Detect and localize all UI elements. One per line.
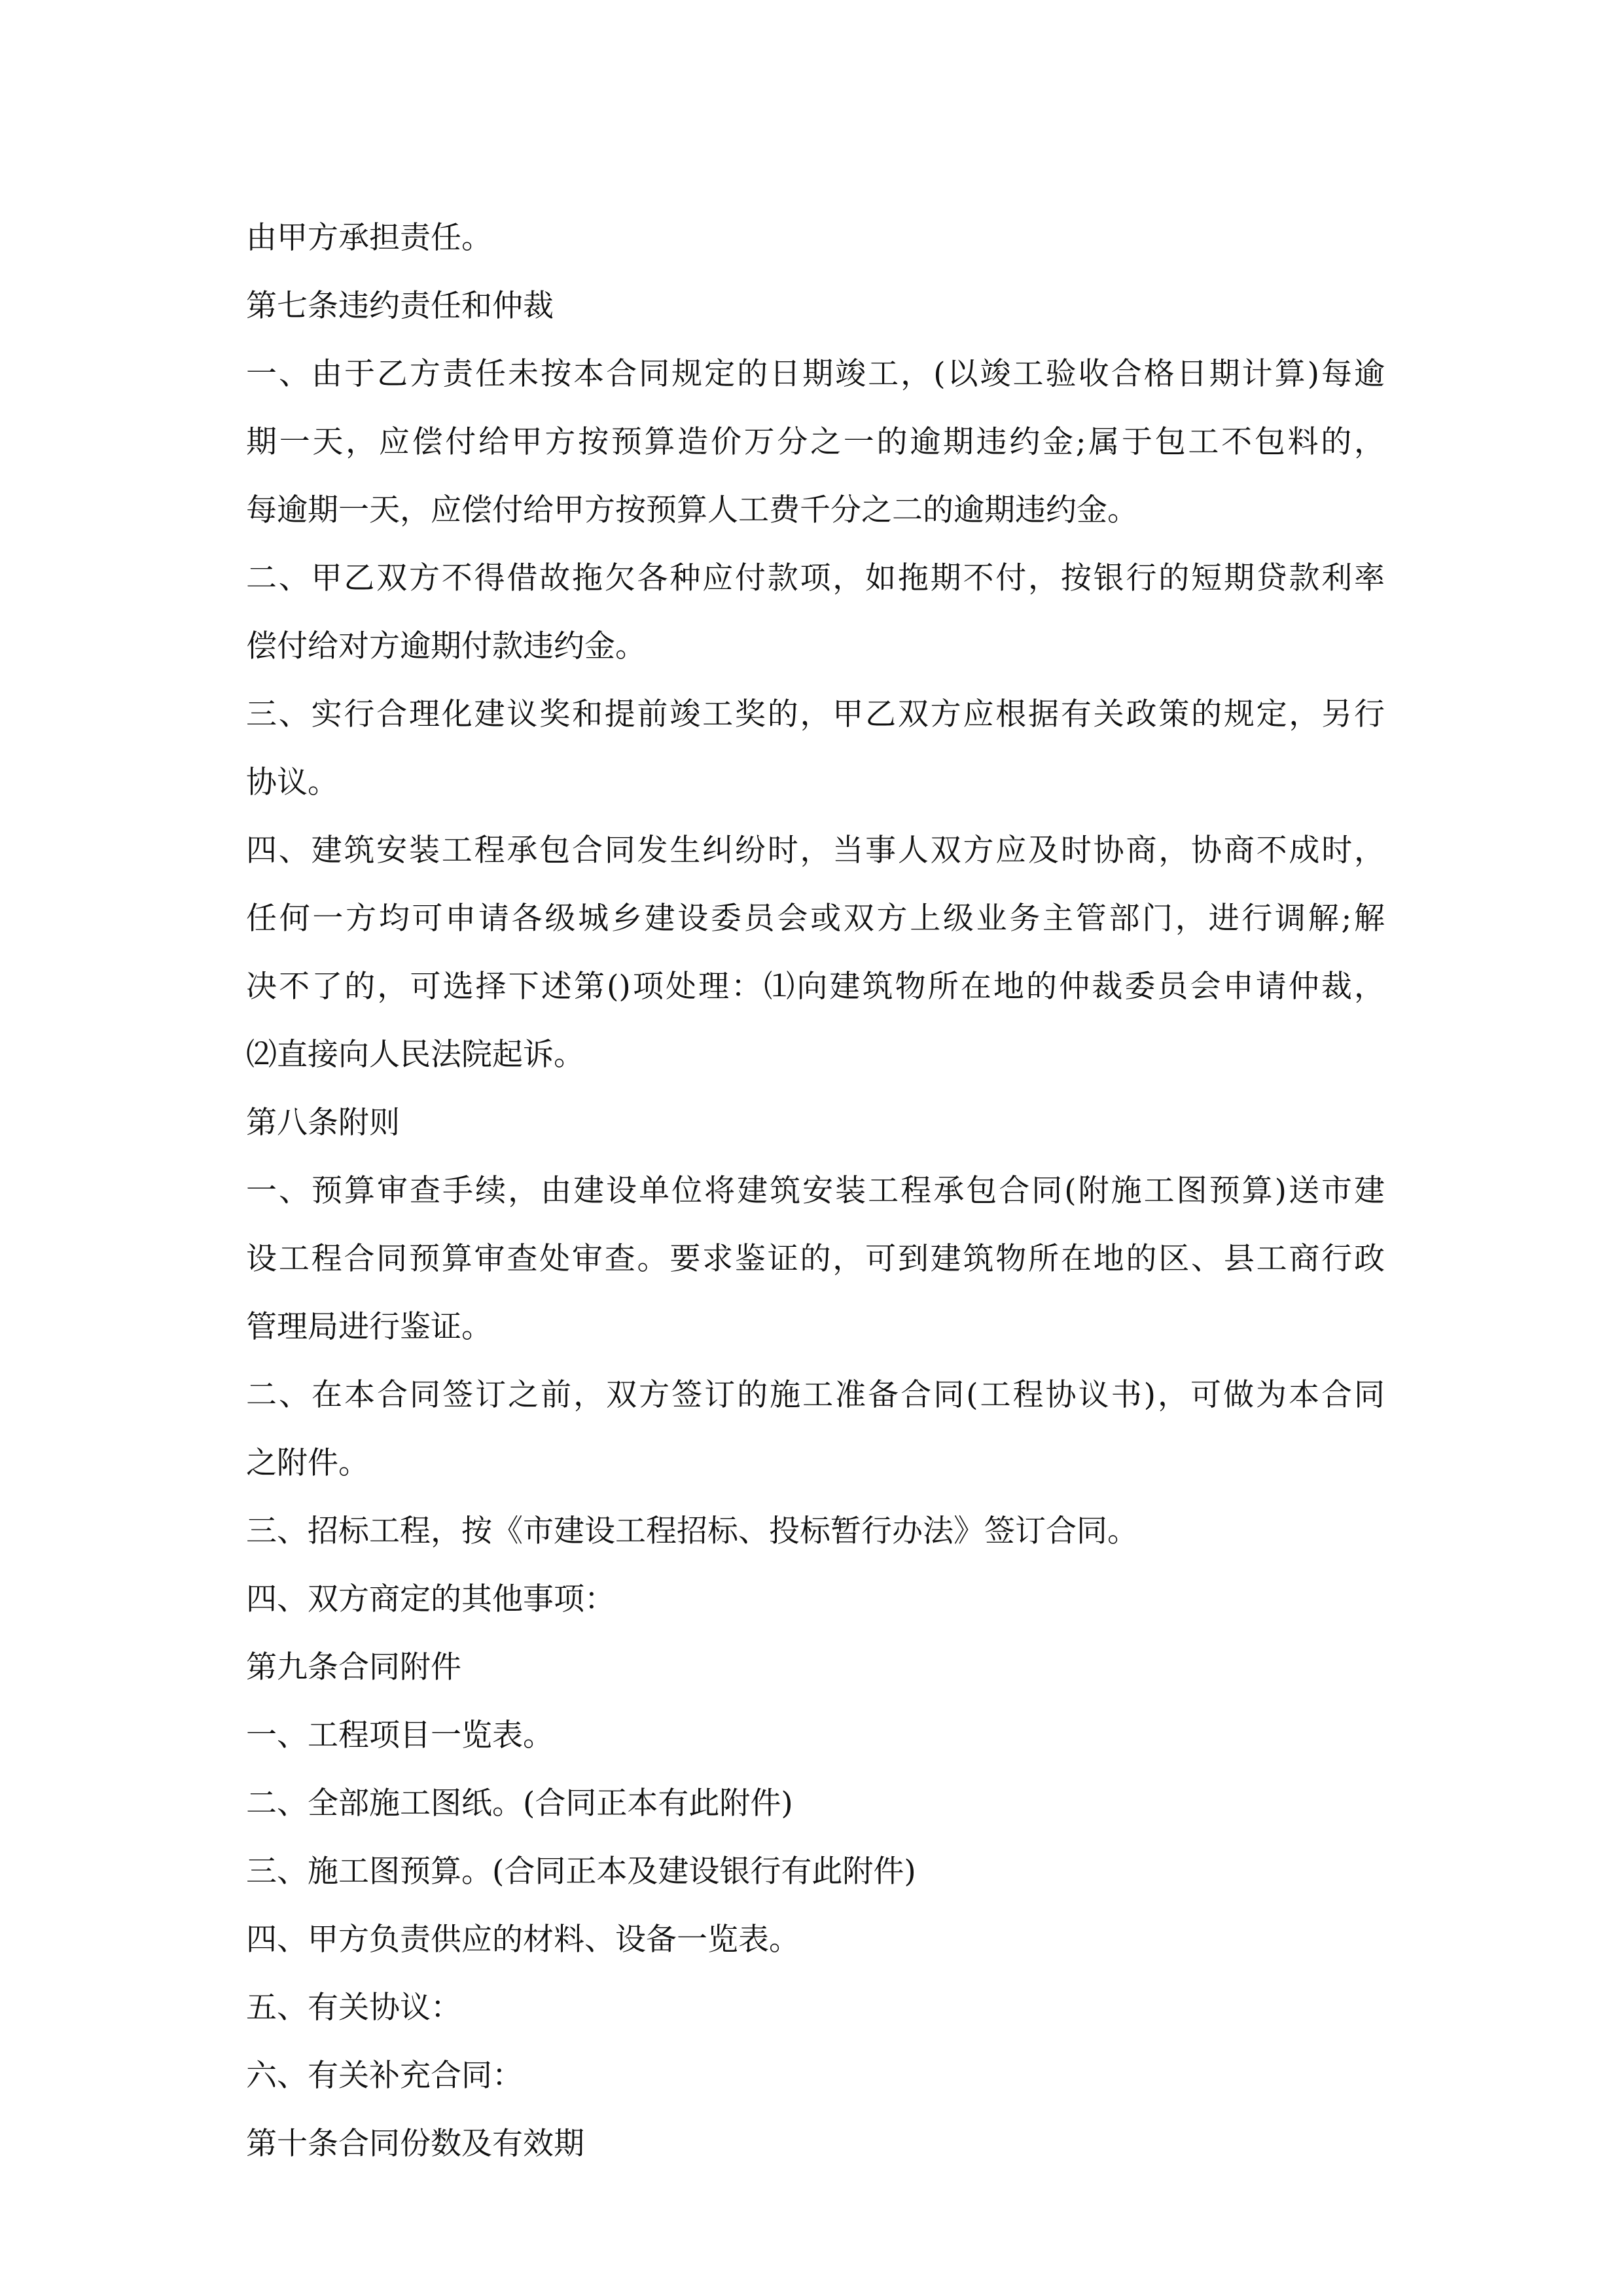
section-heading-9: 第九条合同附件 <box>246 1649 461 1685</box>
text-line: 六、有关补充合同： <box>246 2058 523 2094</box>
text-line: ⑵直接向人民法院起诉。 <box>246 1037 584 1073</box>
text-line: 期一天，应偿付给甲方按预算造价万分之一的逾期违约金;属于包工不包料的， <box>246 424 1385 460</box>
text-line: 一、预算审查手续，由建设单位将建筑安装工程承包合同(附施工图预算)送市建 <box>246 1173 1385 1209</box>
text-line: 五、有关协议： <box>246 1990 461 2026</box>
text-line: 一、由于乙方责任未按本合同规定的日期竣工，(以竣工验收合格日期计算)每逾 <box>246 356 1385 392</box>
text-line: 四、双方商定的其他事项： <box>246 1581 615 1617</box>
document-body <box>246 204 1385 2178</box>
text-line: 决不了的，可选择下述第()项处理：⑴向建筑物所在地的仲裁委员会申请仲裁， <box>246 969 1385 1005</box>
text-line: 一、工程项目一览表。 <box>246 1717 554 1753</box>
text-line: 二、全部施工图纸。(合同正本有此附件) <box>246 1785 793 1821</box>
text-line: 四、甲方负责供应的材料、设备一览表。 <box>246 1922 800 1958</box>
text-line: 偿付给对方逾期付款违约金。 <box>246 628 646 664</box>
text-line: 三、实行合理化建议奖和提前竣工奖的，甲乙双方应根据有关政策的规定，另行 <box>246 696 1385 732</box>
text-line: 协议。 <box>246 764 338 800</box>
text-line: 管理局进行鉴证。 <box>246 1309 492 1345</box>
text-line: 四、建筑安装工程承包合同发生纠纷时，当事人双方应及时协商，协商不成时， <box>246 833 1385 869</box>
text-line: 三、施工图预算。(合同正本及建设银行有此附件) <box>246 1854 916 1890</box>
section-heading-8: 第八条附则 <box>246 1105 400 1141</box>
section-heading-7: 第七条违约责任和仲裁 <box>246 288 554 324</box>
text-line: 每逾期一天，应偿付给甲方按预算人工费千分之二的逾期违约金。 <box>246 492 1138 528</box>
text-line: 之附件。 <box>246 1445 369 1481</box>
text-line: 二、在本合同签订之前，双方签订的施工准备合同(工程协议书)，可做为本合同 <box>246 1377 1385 1413</box>
text-line: 设工程合同预算审查处审查。要求鉴证的，可到建筑物所在地的区、县工商行政 <box>246 1241 1385 1277</box>
text-line: 由甲方承担责任。 <box>246 220 492 256</box>
text-line: 三、招标工程，按《市建设工程招标、投标暂行办法》签订合同。 <box>246 1513 1138 1549</box>
text-line: 任何一方均可申请各级城乡建设委员会或双方上级业务主管部门，进行调解;解 <box>246 901 1385 937</box>
section-heading-10: 第十条合同份数及有效期 <box>246 2126 584 2162</box>
text-line: 二、甲乙双方不得借故拖欠各种应付款项，如拖期不付，按银行的短期贷款利率 <box>246 560 1385 596</box>
